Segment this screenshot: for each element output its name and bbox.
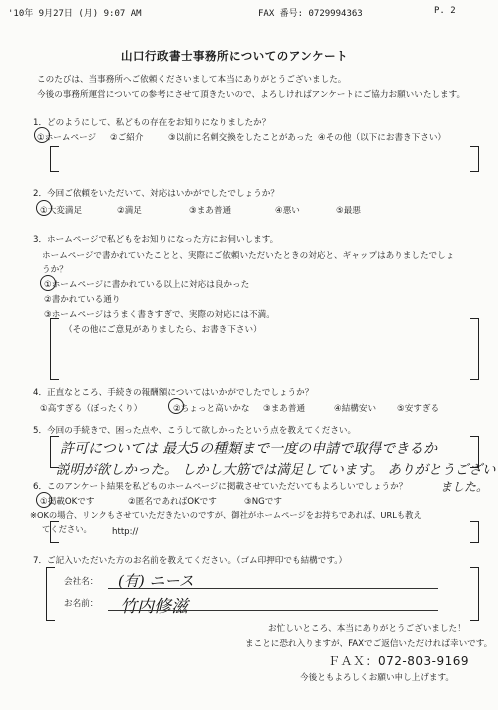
q6-option-2[interactable]: ②匿名であればOKです (128, 497, 217, 507)
q3-option-2[interactable]: ②書かれている通り (44, 295, 121, 305)
q5-handwritten-line-1: 許可については 最大5の種類まで一度の申請で取得できるか (60, 441, 438, 457)
q1-bracket-left (50, 146, 59, 172)
q6-option-3[interactable]: ③NGです (244, 497, 282, 507)
q6-note-line-2: てください。 (42, 524, 92, 534)
footer-fax: ＦＡＸ：072-803-9169 (328, 654, 470, 668)
footer-thanks: お忙しいところ、本当にありがとうございました！ (268, 624, 466, 634)
q3-question-line-2: ホームページで書かれていたことと、実際にご依頼いただいたときの対応と、ギャップはありましたでしょ (42, 251, 455, 261)
q2-option-4[interactable]: ④悪い (275, 206, 300, 216)
q1-option-3[interactable]: ③以前に名刺交換をしたことがあった (168, 133, 314, 143)
q3-box-label: （その他にご意見がありましたら、お書き下さい） (64, 325, 262, 335)
q6-bracket-right (470, 521, 479, 543)
fax-datetime: '10年 9月27日 (月) 9:07 AM (8, 9, 142, 19)
q7-company-label: 会社名： (64, 577, 99, 587)
fax-number: FAX 番号: 0729994363 (258, 9, 363, 19)
q7-bracket-right (470, 567, 479, 621)
q2-option-1[interactable]: ①大変満足 (40, 206, 83, 216)
page-title: 山口行政書士事務所についてのアンケート (121, 49, 349, 63)
q4-option-1[interactable]: ①高すぎる（ぼったくり） (40, 404, 143, 414)
q4-question: 4．正直なところ、手続きの報酬額についてはいかがでしたでしょうか？ (33, 388, 314, 398)
q6-url-label[interactable]: http:// (112, 527, 139, 537)
q6-bracket-left (50, 521, 59, 543)
intro-line-2: 今後の事務所運営についての参考にさせて頂きたいので、よろしければアンケートにご協力お願いいたします。 (37, 90, 466, 100)
q1-option-1[interactable]: ①ホームページ (37, 133, 97, 143)
q2-option-2[interactable]: ②満足 (117, 206, 142, 216)
q7-question: 7．ご記入いただいた方のお名前を教えてください。（ゴム印押印でも結構です。） (33, 556, 348, 566)
q2-selected-circle (36, 200, 52, 216)
q1-option-4[interactable]: ④その他（以下にお書き下さい） (318, 133, 447, 143)
q4-option-3[interactable]: ③まあ普通 (263, 404, 306, 414)
fax-page: P. 2 (434, 6, 456, 16)
q3-bracket-left (50, 318, 59, 380)
q4-option-4[interactable]: ④結構安い (334, 404, 377, 414)
q7-name-value: 竹内修滋 (120, 597, 188, 617)
q7-name-label: お名前： (64, 599, 99, 609)
q7-company-underline (108, 588, 438, 589)
footer-request: まことに恐れ入りますが、FAXでご返信いただければ幸いです。 (245, 639, 493, 649)
q6-selected-circle (36, 492, 52, 508)
q5-handwritten-line-3: ました。 (440, 480, 489, 494)
q1-selected-circle (34, 127, 50, 143)
q7-bracket-left (46, 567, 55, 621)
footer-closing: 今後ともよろしくお願い申し上げます。 (300, 673, 455, 683)
q6-question: 6．このアンケート結果を私どものホームページに掲載させていただいてもよろしいでしょうか？ (33, 482, 408, 492)
q4-option-5[interactable]: ⑤安すぎる (397, 404, 440, 414)
q5-question: 5．今回の手続きで、困った点や、こうして欲しかったという点を教えてください。 (33, 426, 357, 436)
q3-option-3[interactable]: ③ホームページはうまく書きすぎで、実際の対応には不満。 (44, 310, 275, 320)
q3-selected-circle (40, 275, 56, 291)
q3-bracket-right (470, 318, 479, 380)
q1-option-2[interactable]: ②ご紹介 (110, 133, 144, 143)
q3-option-1[interactable]: ①ホームページに書かれている以上に対応は良かった (44, 280, 250, 290)
q1-bracket-right (470, 146, 479, 172)
q6-note: ※OKの場合、リンクもさせていただきたいのですが、御社がホームページをお持ちであれば、URLも教え (30, 510, 422, 520)
q6-option-1[interactable]: ①掲載OKです (40, 497, 95, 507)
q7-company-value: (有) ニース (118, 572, 194, 590)
q3-question-line-3: うか？ (42, 265, 68, 275)
q4-option-2[interactable]: ②ちょっと高いかな (173, 404, 250, 414)
q1-question: 1．どのようにして、私どもの存在をお知りになりましたか？ (33, 118, 271, 128)
q2-question: 2．今回ご依頼をいただいて、対応はいかがでしたでしょうか？ (33, 189, 279, 199)
q2-option-5[interactable]: ⑤最悪 (336, 206, 361, 216)
intro-line-1: このたびは、当事務所へご依頼くださいまして本当にありがとうございました。 (37, 75, 347, 85)
q4-selected-circle (168, 398, 184, 414)
q3-question-line-1: 3．ホームページで私どもをお知りになった方にお伺いします。 (33, 235, 279, 245)
q5-handwritten-line-2: 説明が欲しかった。 しかし大筋では満足しています。 ありがとうござい (56, 462, 496, 478)
q7-name-underline (108, 610, 438, 611)
q2-option-3[interactable]: ③まあ普通 (189, 206, 232, 216)
